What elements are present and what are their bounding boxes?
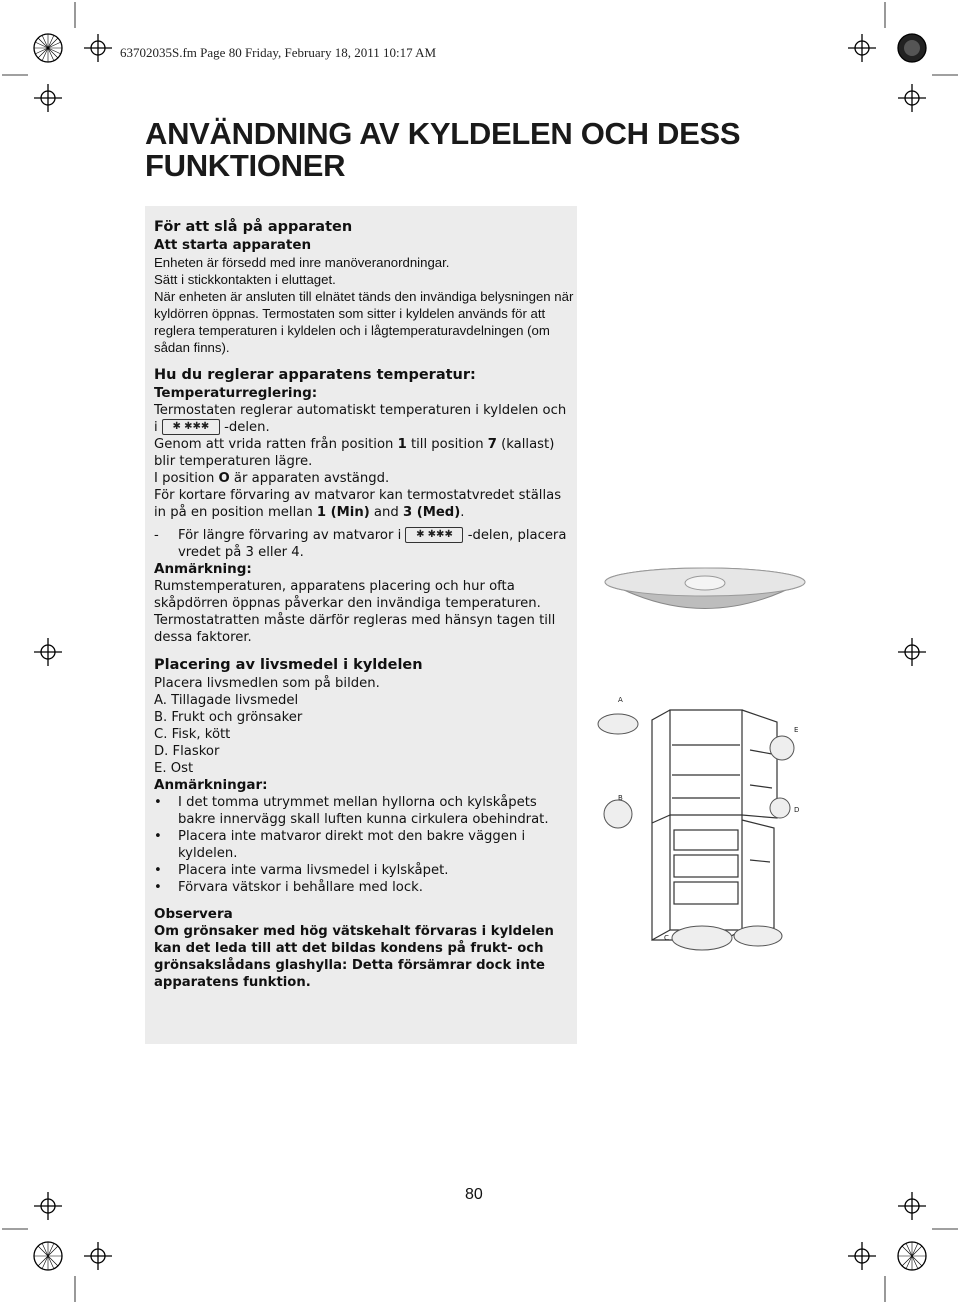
short-storage-line: För kortare förvaring av matvaror kan termostatvredet ställas in på en position mellan 1 (Min) and 3 (Med). bbox=[154, 488, 562, 520]
section1-line: Sätt i stickkontakten i eluttaget. bbox=[154, 272, 336, 287]
crop-mark-top-left bbox=[34, 34, 62, 62]
list-item: • I det tomma utrymmet mellan hyllorna och kylskåpets bakre innervägg skall luften kunna cirkulera obehindrat. bbox=[154, 795, 549, 827]
figure-label-a: A bbox=[618, 696, 623, 704]
crop-mark-bottom-right bbox=[898, 1242, 926, 1270]
food-item: D. Flaskor bbox=[154, 744, 220, 759]
crop-mark-right-1 bbox=[898, 84, 926, 112]
page-title bbox=[145, 118, 845, 182]
section2-heading: Hu du reglerar apparatens temperatur: bbox=[154, 367, 476, 383]
list-item: • Förvara vätskor i behållare med lock. bbox=[154, 880, 423, 895]
dial-instruction: Genom att vrida ratten från position 1 till position 7 (kallast) blir temperaturen lägre. bbox=[154, 437, 555, 469]
freezer-symbol-icon: ✱ ✱✱✱ bbox=[405, 527, 463, 543]
crop-mark-right-mid bbox=[898, 638, 926, 666]
crop-mark-left-2 bbox=[34, 1192, 62, 1220]
figure-label-d: D bbox=[794, 806, 800, 814]
section1-line: Enheten är försedd med inre manöveranordningar. bbox=[154, 255, 450, 270]
notes-heading: Anmärkningar: bbox=[154, 777, 268, 793]
crop-mark-top-center-left bbox=[84, 34, 112, 62]
title-line-1: ANVÄNDNING AV KYLDELEN OCH DESS bbox=[145, 116, 741, 151]
crop-mark-top-center-right bbox=[848, 34, 876, 62]
list-item: • Placera inte varma livsmedel i kylskåpet. bbox=[154, 863, 449, 878]
food-item: C. Fisk, kött bbox=[154, 727, 231, 742]
thermostat-dial-illustration bbox=[600, 560, 810, 630]
placement-intro: Placera livsmedlen som på bilden. bbox=[154, 676, 380, 691]
main-text bbox=[154, 218, 574, 991]
note-text: Rumstemperaturen, apparatens placering och hur ofta skåpdörren öppnas påverkar den invändiga temperaturen. Termostatratten måste därför regleras med hänsyn tagen till dessa faktorer. bbox=[154, 579, 556, 645]
long-storage-item: - För längre förvaring av matvaror i ✱ ✱✱✱ -delen, placera vredet på 3 eller 4. bbox=[154, 528, 567, 560]
thermostat-line-2: i ✱ ✱✱✱ -delen. bbox=[154, 420, 270, 435]
off-position-line: I position O är apparaten avstängd. bbox=[154, 471, 390, 486]
note-heading: Anmärkning: bbox=[154, 561, 252, 577]
title-line-2: FUNKTIONER bbox=[145, 148, 346, 183]
section1-subheading: Att starta apparaten bbox=[154, 237, 312, 253]
print-header: 63702035S.fm Page 80 Friday, February 18, 2011 10:17 AM bbox=[120, 45, 437, 60]
crop-mark-right-2 bbox=[898, 1192, 926, 1220]
food-item: E. Ost bbox=[154, 761, 194, 776]
crop-mark-left-mid bbox=[34, 638, 62, 666]
fridge-placement-illustration bbox=[592, 690, 817, 970]
list-item: • Placera inte matvaror direkt mot den bakre väggen i kyldelen. bbox=[154, 829, 526, 861]
page-number: 80 bbox=[465, 1186, 483, 1203]
section1-line: När enheten är ansluten till elnätet tänds den invändiga belysningen när kyldörren öppnas. Termostaten som sitter i kyldelen används för att reglera temperaturen i kyldelen och i lågtemperaturavdelningen (om sådan finns). bbox=[154, 289, 574, 355]
observe-text: Om grönsaker med hög vätskehalt förvaras i kyldelen kan det leda till att det bildas kondens på frukt- och grönsakslådans glashylla: Detta försämrar dock inte apparatens funktion. bbox=[154, 924, 554, 990]
food-item: B. Frukt och grönsaker bbox=[154, 710, 303, 725]
crop-mark-left-1 bbox=[34, 84, 62, 112]
food-item: A. Tillagade livsmedel bbox=[154, 693, 299, 708]
figure-label-c: C bbox=[664, 934, 669, 942]
crop-mark-bottom-center-left bbox=[84, 1242, 112, 1270]
crop-mark-bottom-center-right bbox=[848, 1242, 876, 1270]
section2-subheading: Temperaturreglering: bbox=[154, 385, 318, 401]
section1-heading: För att slå på apparaten bbox=[154, 219, 353, 235]
section3-heading: Placering av livsmedel i kyldelen bbox=[154, 657, 423, 673]
crop-mark-bottom-left bbox=[34, 1242, 62, 1270]
figure-label-b: B bbox=[618, 794, 623, 802]
figure-label-e: E bbox=[794, 726, 799, 734]
freezer-symbol-icon: ✱ ✱✱✱ bbox=[162, 419, 220, 435]
notes-list bbox=[154, 794, 574, 896]
observe-heading: Observera bbox=[154, 906, 233, 922]
crop-mark-top-right bbox=[898, 34, 926, 62]
thermostat-line: Termostaten reglerar automatiskt temperaturen i kyldelen och bbox=[154, 403, 567, 418]
